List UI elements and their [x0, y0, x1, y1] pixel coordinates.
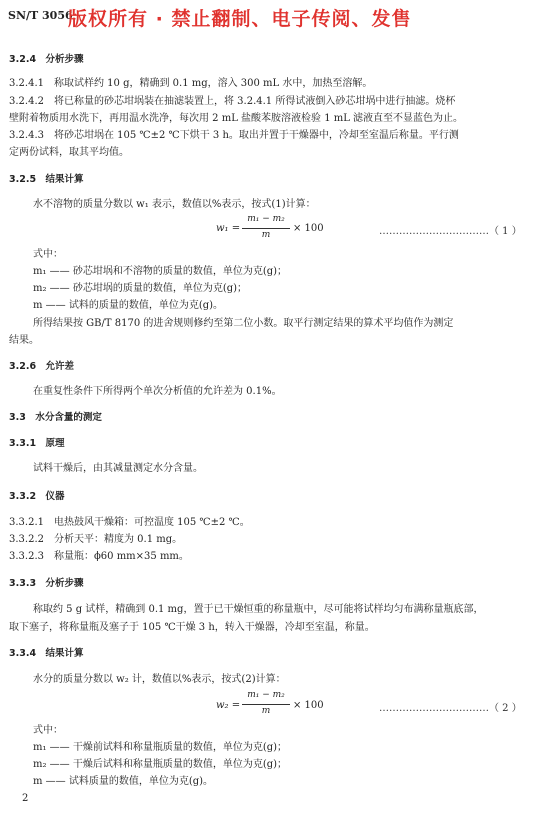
rounding-rule-line2: 结果。: [9, 335, 39, 346]
copyright-watermark: 版权所有 · 禁止翻制、电子传阅、发售: [68, 8, 412, 30]
formula-2-times: × 100: [293, 700, 324, 711]
section-heading-3-2-4: 3.2.4 分析步骤: [9, 54, 84, 65]
formula-1-intro: 水不溶物的质量分数以 w₁ 表示，数值以%表示，按式(1)计算：: [33, 199, 316, 210]
variable-m1-def: m₁ —— 砂芯坩埚和不溶物的质量的数值，单位为克(g)；: [33, 266, 288, 277]
clause-3-2-4-3-line2: 定两份试料，取其平均值。: [9, 147, 129, 158]
section-heading-3-3-1: 3.3.1 原理: [9, 438, 65, 449]
variable-m1-def-2: m₁ —— 干燥前试料和称量瓶质量的数值，单位为克(g)；: [33, 742, 288, 753]
clause-3-2-4-1: 3.2.4.1 称取试样约 10 g，精确到 0.1 mg，溶入 300 mL 水中，加热至溶解。: [9, 78, 373, 89]
section-heading-3-3-3: 3.3.3 分析步骤: [9, 578, 84, 589]
formula-1-times: × 100: [293, 223, 324, 234]
section-heading-3-3: 3.3 水分含量的测定: [9, 412, 102, 423]
instrument-3-3-2-1: 3.3.2.1 电热鼓风干燥箱：可控温度 105 ℃±2 ℃。: [9, 517, 250, 528]
formula-1-fraction-bar: [242, 228, 290, 229]
standard-number: SN/T 3056: [8, 9, 73, 22]
formula-1-denominator: m: [261, 230, 271, 240]
variable-m2-def-2: m₂ —— 干燥后试料和称量瓶质量的数值，单位为克(g)；: [33, 759, 288, 770]
formula-1-number: ……………………………（ 1 ）: [379, 226, 522, 237]
allowable-difference-text: 在重复性条件下所得两个单次分析值的允许差为 0.1%。: [33, 386, 282, 397]
variable-m-def-2: m —— 试料质量的数值，单位为克(g)。: [33, 776, 214, 787]
where-label-1: 式中：: [33, 249, 63, 260]
formula-2-number: ……………………………（ 2 ）: [379, 703, 522, 714]
clause-3-2-4-2-line2: 壁附着物质用水洗下，再用温水洗净，每次用 2 mL 盐酸苯胺溶液检验 1 mL 滤液直至不显蓝色为止。: [9, 113, 464, 124]
formula-2-numerator: m₁ − m₂: [247, 690, 285, 700]
clause-3-2-4-2-line1: 3.2.4.2 将已称量的砂芯坩埚装在抽滤装置上，将 3.2.4.1 所得试液倒入砂芯坩埚中进行抽滤。烧杯: [9, 96, 456, 107]
instrument-3-3-2-3: 3.3.2.3 称量瓶：ϕ60 mm×35 mm。: [9, 551, 189, 562]
section-heading-3-2-5: 3.2.5 结果计算: [9, 174, 84, 185]
procedure-line1: 称取约 5 g 试样，精确到 0.1 mg，置于已干燥恒重的称量瓶中，尽可能将试样均匀布满称量瓶底部，: [33, 604, 484, 615]
instrument-3-3-2-2: 3.3.2.2 分析天平：精度为 0.1 mg。: [9, 534, 183, 545]
variable-m-def: m —— 试料的质量的数值，单位为克(g)。: [33, 300, 224, 311]
section-heading-3-2-6: 3.2.6 允许差: [9, 361, 75, 372]
clause-3-2-4-3-line1: 3.2.4.3 将砂芯坩埚在 105 ℃±2 ℃下烘干 3 h。取出并置于干燥器中，冷却至室温后称量。平行测: [9, 130, 459, 141]
formula-2-intro: 水分的质量分数以 w₂ 计，数值以%表示，按式(2)计算：: [33, 674, 286, 685]
formula-2-fraction-bar: [242, 704, 290, 705]
formula-2-lhs: w₂ =: [216, 700, 241, 711]
where-label-2: 式中：: [33, 725, 63, 736]
variable-m2-def: m₂ —— 砂芯坩埚的质量的数值，单位为克(g)；: [33, 283, 248, 294]
formula-1-lhs: w₁ =: [216, 223, 241, 234]
section-heading-3-3-4: 3.3.4 结果计算: [9, 648, 84, 659]
page-number: 2: [22, 793, 29, 804]
rounding-rule-line1: 所得结果按 GB/T 8170 的进舍规则修约至第二位小数。取平行测定结果的算术平均值作为测定: [33, 318, 454, 329]
formula-1-numerator: m₁ − m₂: [247, 214, 285, 224]
procedure-line2: 取下塞子，将称量瓶及塞子于 105 ℃干燥 3 h，转入干燥器，冷却至室温，称量。: [9, 622, 375, 633]
formula-2-denominator: m: [261, 706, 271, 716]
section-heading-3-3-2: 3.3.2 仪器: [9, 491, 65, 502]
principle-text: 试料干燥后，由其减量测定水分含量。: [33, 463, 203, 474]
